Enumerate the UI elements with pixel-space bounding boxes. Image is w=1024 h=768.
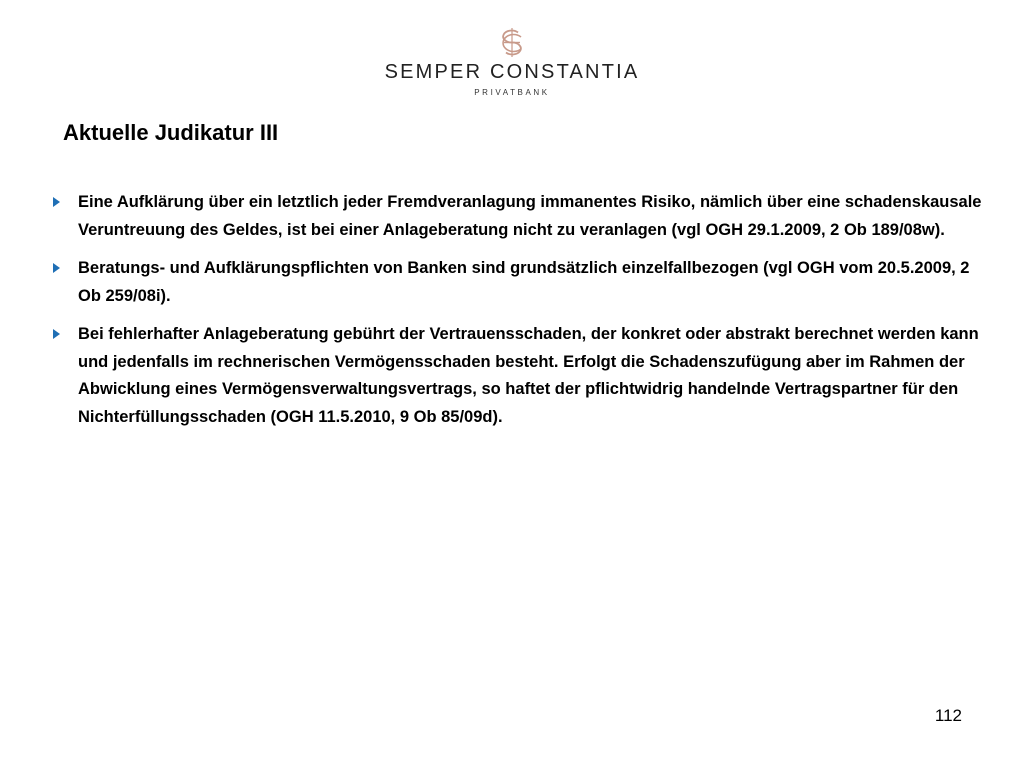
triangle-bullet-icon xyxy=(53,197,60,207)
logo-name: SEMPER CONSTANTIA xyxy=(384,61,640,83)
sc-monogram-icon xyxy=(495,26,529,60)
bullet-text: Eine Aufklärung über ein letztlich jeder Fremdveranlagung immanentes Risiko, nämlich über eine schadenskausale Veruntreuung des Geldes, ist bei einer Anlageberatung nicht zu veranlagen (vgl OGH 29.1.2009, 2 Ob 189/08w). xyxy=(78,193,982,239)
bullet-list xyxy=(50,189,990,442)
slide-title: Aktuelle Judikatur III xyxy=(63,120,279,145)
bullet-text: Beratungs- und Aufklärungspflichten von Banken sind grundsätzlich einzelfallbezogen (vgl OGH vom 20.5.2009, 2 Ob 259/08i). xyxy=(78,259,970,305)
bullet-text: Bei fehlerhafter Anlageberatung gebührt der Vertrauensschaden, der konkret oder abstrakt berechnet werden kann und jedenfalls im rechnerischen Vermögensschaden besteht. Erfolgt die Schadenszufügung aber im Rahmen der Abwicklung eines Vermögensverwaltungsvertrags, so haftet der pflichtwidrig handelnde Vertragspartner für den Nichterfüllungsschaden (OGH 11.5.2010, 9 Ob 85/09d). xyxy=(78,325,979,426)
bank-logo xyxy=(0,26,1024,98)
page-number: 112 xyxy=(934,706,962,725)
bullet-item xyxy=(50,321,990,431)
bullet-item xyxy=(50,255,990,310)
triangle-bullet-icon xyxy=(53,329,60,339)
triangle-bullet-icon xyxy=(53,263,60,273)
bullet-item xyxy=(50,189,990,244)
logo-subtitle: PRIVATBANK xyxy=(474,88,550,97)
